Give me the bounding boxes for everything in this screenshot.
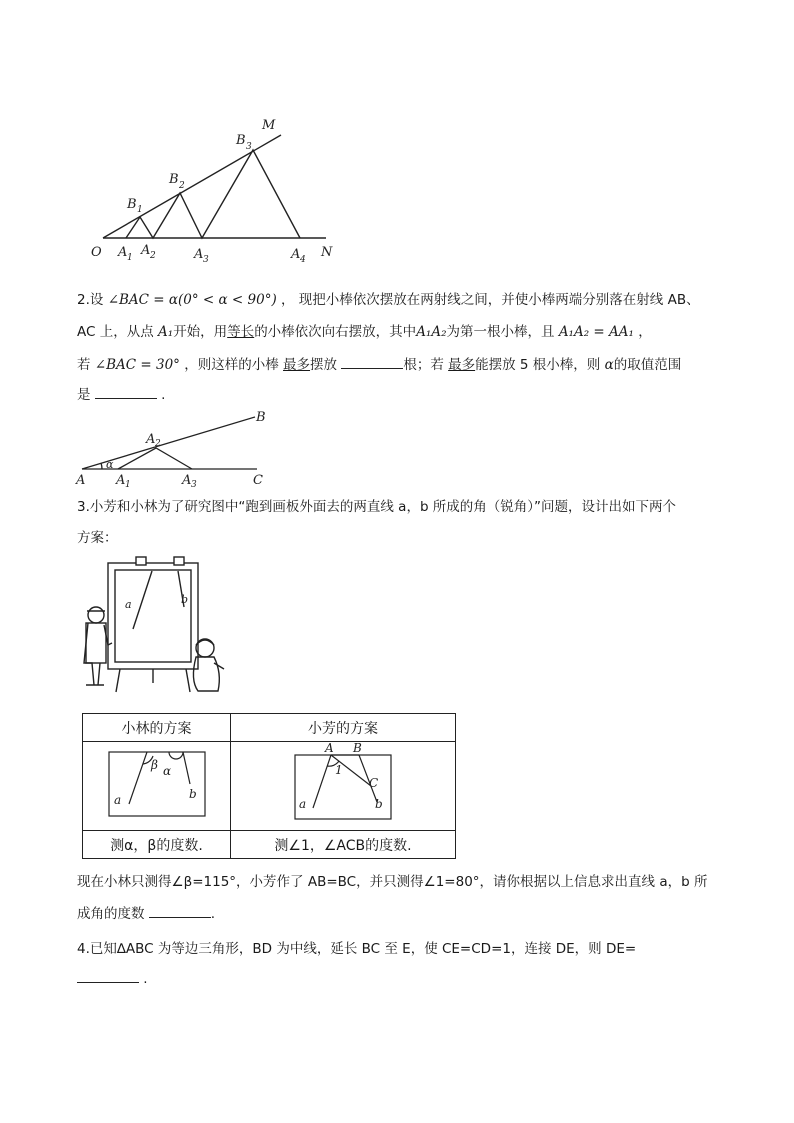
underlined-equal-length: 等长 bbox=[227, 324, 255, 340]
svg-text:C: C bbox=[369, 776, 379, 790]
answer-blank-1[interactable] bbox=[341, 354, 403, 369]
svg-text:b: b bbox=[189, 787, 197, 801]
lin-scheme-diagram bbox=[83, 742, 231, 831]
label-A3: A bbox=[194, 247, 204, 262]
boy-figure bbox=[88, 607, 104, 623]
label-B3: B bbox=[236, 133, 246, 148]
svg-text:a: a bbox=[114, 793, 122, 807]
svg-text:a: a bbox=[299, 797, 307, 811]
svg-text:β: β bbox=[151, 758, 158, 772]
label-M: M bbox=[262, 118, 276, 133]
label-A4: A bbox=[291, 247, 301, 262]
q2-line3: 若 ∠BAC = 30° ，则这样的小棒 最多摆放 根；若 最多能摆放 5 根小棒，则 α的取值范围 bbox=[77, 354, 681, 375]
figure-angle-sticks bbox=[72, 405, 282, 490]
q2-line1: 2.设 ∠BAC = α(0° < α < 90°) ， 现把小棒依次摆放在两射线之间，并使小棒两端分别落在射线 AB、 bbox=[77, 292, 700, 308]
board-frame bbox=[108, 563, 198, 669]
q3-line3: 现在小林只测得∠β=115°，小芳作了 AB=BC，并只测得∠1=80°，请你根据以上信息求出直线 a，b 所 bbox=[77, 874, 708, 890]
label-A2: A bbox=[141, 243, 151, 258]
svg-text:B: B bbox=[353, 742, 362, 755]
ray-OM bbox=[103, 135, 281, 238]
lin-scheme-footer: 测α，β的度数. bbox=[83, 831, 231, 859]
label-A1: A bbox=[116, 473, 126, 488]
svg-text:b: b bbox=[181, 593, 189, 606]
svg-text:1: 1 bbox=[335, 763, 343, 777]
figure-zigzag-rays bbox=[85, 110, 345, 270]
label-A3: A bbox=[182, 473, 192, 488]
svg-text:2: 2 bbox=[155, 439, 161, 449]
svg-text:2: 2 bbox=[150, 251, 156, 261]
header-fang-scheme: 小芳的方案 bbox=[231, 714, 456, 742]
svg-text:3: 3 bbox=[246, 142, 252, 152]
label-A2: A bbox=[146, 432, 156, 447]
q4-line2: . bbox=[77, 968, 148, 989]
svg-text:1: 1 bbox=[127, 253, 133, 263]
alpha-arc bbox=[169, 752, 183, 759]
label-A: A bbox=[76, 473, 86, 488]
fang-scheme-footer: 测∠1，∠ACB的度数. bbox=[231, 831, 456, 859]
svg-text:a: a bbox=[125, 598, 132, 611]
svg-text:A: A bbox=[325, 742, 334, 755]
q2-line2: AC 上，从点 A₁开始，用等长的小棒依次向右摆放，其中A₁A₂为第一根小棒，且 A₁A₂ = AA₁ ， bbox=[77, 324, 652, 340]
angle-arc bbox=[101, 463, 102, 469]
q4-line1: 4.已知∆ABC 为等边三角形，BD 为中线，延长 BC 至 E，使 CE=CD=1，连接 DE，则 DE= bbox=[77, 941, 637, 957]
drawing-board-illustration bbox=[78, 555, 228, 700]
easel-leg-left bbox=[116, 669, 120, 692]
q3-line2: 方案： bbox=[77, 530, 118, 546]
label-B1: B bbox=[127, 197, 137, 212]
zigzag-sticks bbox=[126, 150, 300, 238]
label-C: C bbox=[253, 473, 263, 488]
q2-line4: 是 . bbox=[77, 384, 165, 405]
svg-text:1: 1 bbox=[137, 205, 143, 215]
label-O: O bbox=[91, 245, 102, 260]
angle-expression: ∠BAC = α(0° < α < 90°) bbox=[107, 292, 277, 308]
label-B: B bbox=[256, 410, 266, 425]
q3-line4: 成角的度数 . bbox=[77, 903, 215, 924]
header-lin-scheme: 小林的方案 bbox=[83, 714, 231, 742]
scheme-table bbox=[82, 713, 456, 859]
svg-text:3: 3 bbox=[203, 255, 209, 265]
answer-blank-2[interactable] bbox=[95, 384, 157, 399]
svg-text:4: 4 bbox=[300, 255, 306, 265]
answer-blank-4[interactable] bbox=[77, 968, 139, 983]
svg-text:2: 2 bbox=[179, 181, 185, 191]
label-A1: A bbox=[118, 245, 128, 260]
fang-scheme-diagram bbox=[231, 742, 456, 831]
svg-text:3: 3 bbox=[191, 480, 197, 490]
answer-blank-3[interactable] bbox=[149, 903, 211, 918]
label-B2: B bbox=[169, 172, 179, 187]
label-alpha: α bbox=[106, 458, 114, 471]
svg-text:b: b bbox=[375, 797, 383, 811]
line-a bbox=[133, 571, 152, 629]
label-N: N bbox=[321, 245, 333, 260]
sticks bbox=[118, 448, 192, 469]
svg-text:1: 1 bbox=[125, 480, 131, 490]
svg-text:α: α bbox=[163, 764, 172, 778]
q3-line1: 3.小芳和小林为了研究图中“跑到画板外面去的两直线 a，b 所成的角（锐角）”问题，设计出如下两个 bbox=[77, 499, 677, 515]
